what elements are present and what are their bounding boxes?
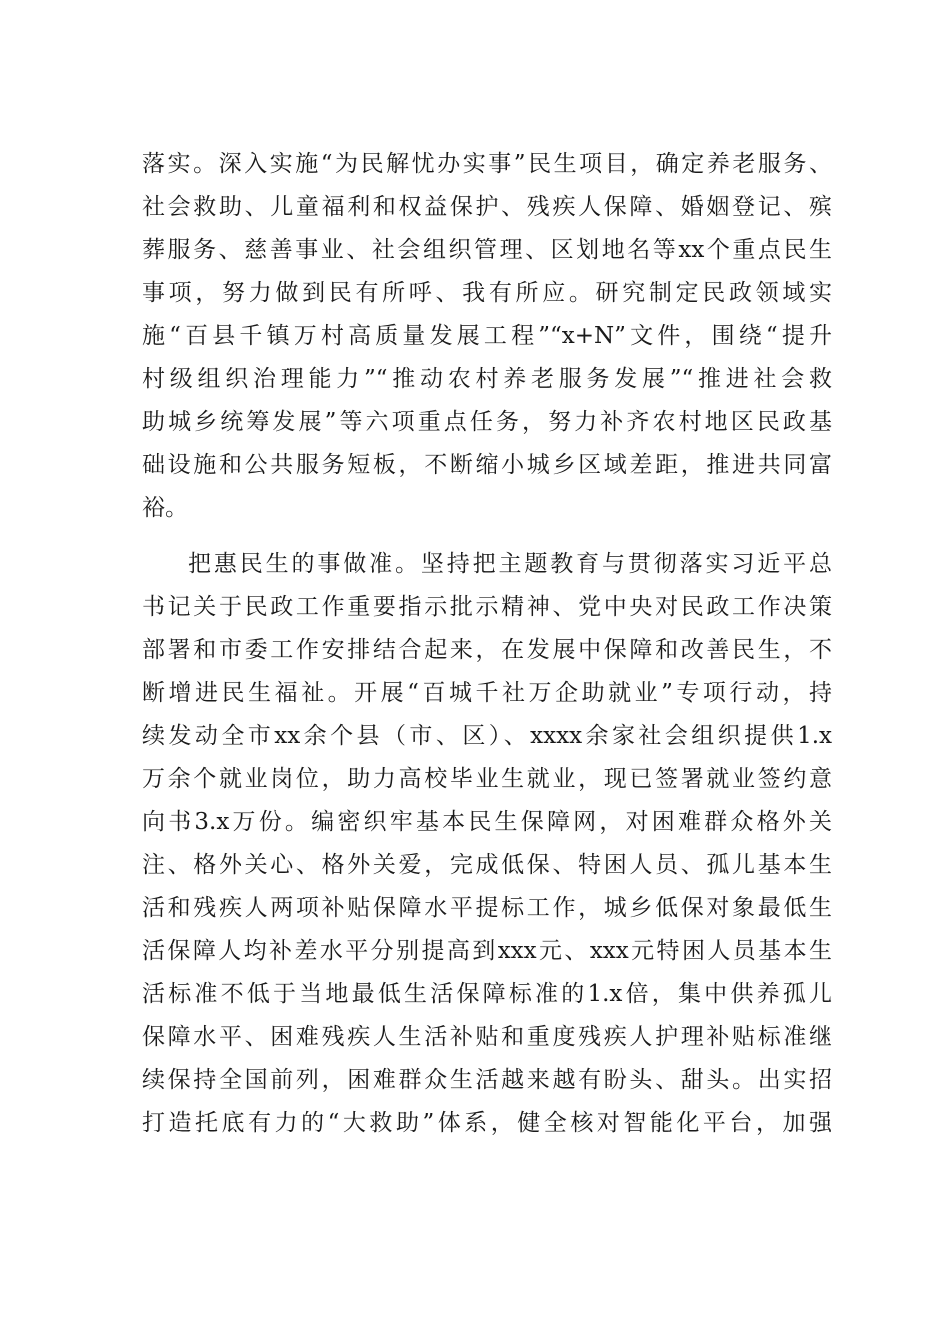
paragraph-2-line-8: 注、格外关心、格外关爱，完成低保、特困人员、孤儿基本生 [142,852,832,878]
paragraph-2-line-2: 书记关于民政工作重要指示批示精神、党中央对民政工作决策 [142,594,832,620]
paragraph-1-line-4: 事项，努力做到民有所呼、我有所应。研究制定民政领域实 [142,280,832,306]
paragraph-2-line-13: 续保持全国前列，困难群众生活越来越有盼头、甜头。出实招 [142,1067,832,1093]
paragraph-2-line-7: 向书3.x万份。编密织牢基本民生保障网，对困难群众格外关 [142,809,832,835]
paragraph-2-line-10: 活保障人均补差水平分别提高到xxx元、xxx元特困人员基本生 [142,938,832,964]
paragraph-2-line-6: 万余个就业岗位，助力高校毕业生就业，现已签署就业签约意 [142,766,832,792]
paragraph-2-line-11: 活标准不低于当地最低生活保障标准的1.x倍，集中供养孤儿 [142,981,832,1007]
paragraph-1-line-5: 施“百县千镇万村高质量发展工程”“x+N”文件，围绕“提升 [142,323,832,349]
paragraph-2-line-3: 部署和市委工作安排结合起来，在发展中保障和改善民生，不 [142,637,832,663]
paragraph-1-line-7: 助城乡统筹发展”等六项重点任务，努力补齐农村地区民政基 [142,409,832,435]
paragraph-2-line-1: 把惠民生的事做准。坚持把主题教育与贯彻落实习近平总 [188,551,832,577]
paragraph-1-line-3: 葬服务、慈善事业、社会组织管理、区划地名等xx个重点民生 [142,237,832,263]
paragraph-1-line-1: 落实。深入实施“为民解忧办实事”民生项目，确定养老服务、 [142,151,832,177]
paragraph-1-line-8: 础设施和公共服务短板，不断缩小城乡区域差距，推进共同富 [142,452,832,478]
paragraph-2-line-12: 保障水平、困难残疾人生活补贴和重度残疾人护理补贴标准继 [142,1024,832,1050]
paragraph-2-line-14: 打造托底有力的“大救助”体系，健全核对智能化平台，加强 [142,1110,832,1136]
paragraph-1-line-6: 村级组织治理能力”“推动农村养老服务发展”“推进社会救 [142,366,832,392]
paragraph-1-line-9: 裕。 [142,495,188,521]
paragraph-2-line-5: 续发动全市xx余个县（市、区）、xxxx余家社会组织提供1.x [142,723,832,749]
paragraph-2-line-4: 断增进民生福祉。开展“百城千社万企助就业”专项行动，持 [142,680,832,706]
paragraph-2-line-9: 活和残疾人两项补贴保障水平提标工作，城乡低保对象最低生 [142,895,832,921]
paragraph-1-line-2: 社会救助、儿童福利和权益保护、残疾人保障、婚姻登记、殡 [142,194,832,220]
